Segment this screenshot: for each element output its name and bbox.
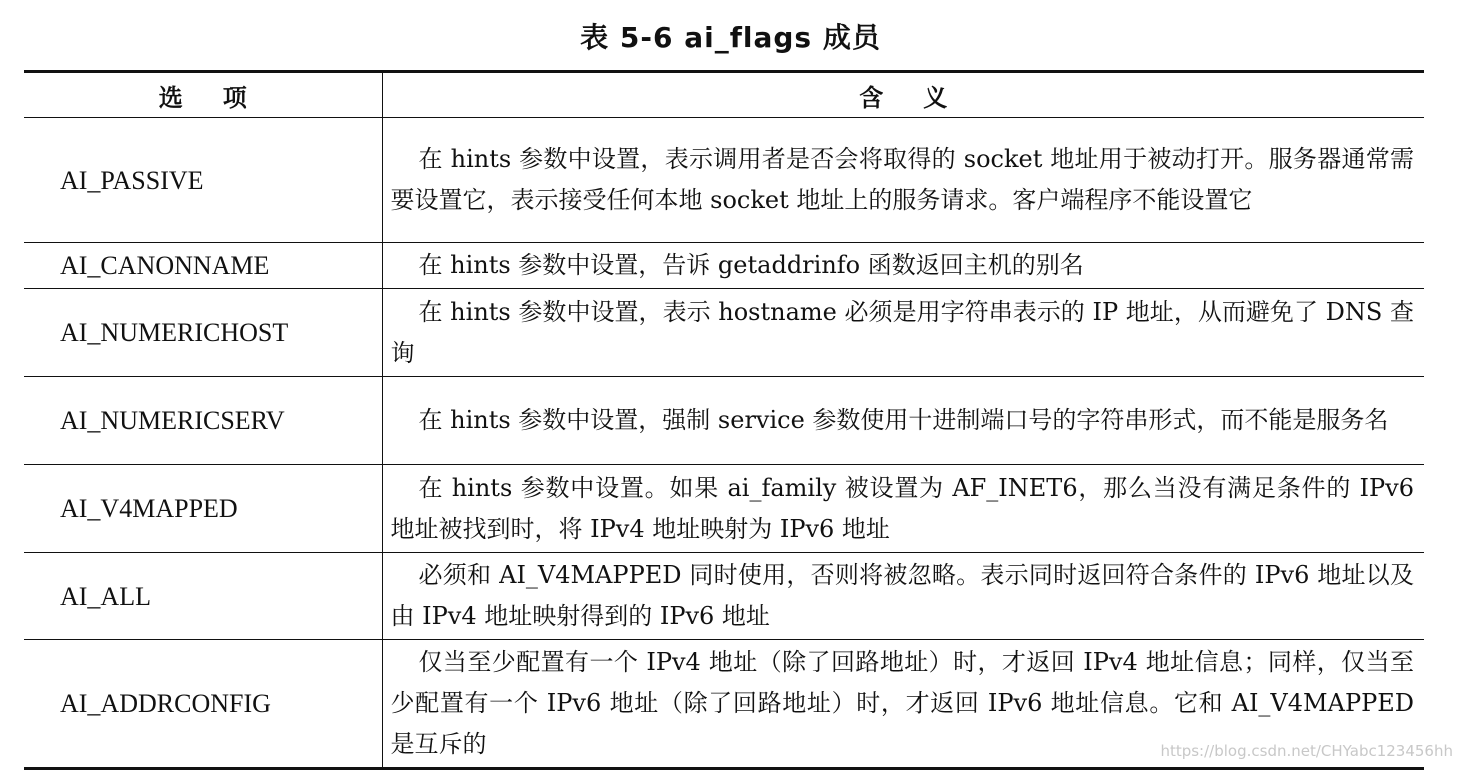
- option-cell: AI_ALL: [24, 553, 382, 640]
- option-cell: AI_NUMERICHOST: [24, 289, 382, 377]
- meaning-cell: 在 hints 参数中设置，表示调用者是否会将取得的 socket 地址用于被动打开。服务器通常需要设置它，表示接受任何本地 socket 地址上的服务请求。客户端程序不能设置它: [382, 118, 1424, 243]
- table-row: [24, 118, 1424, 243]
- meaning-cell: 仅当至少配置有一个 IPv4 地址（除了回路地址）时，才返回 IPv4 地址信息；同样，仅当至少配置有一个 IPv6 地址（除了回路地址）时，才返回 IPv6 地址信息。它和 AI_V4MAPPED 是互斥的: [382, 640, 1424, 769]
- meaning-cell: 在 hints 参数中设置，强制 service 参数使用十进制端口号的字符串形式，而不能是服务名: [382, 377, 1424, 465]
- option-cell: AI_NUMERICSERV: [24, 377, 382, 465]
- table-row: [24, 377, 1424, 465]
- option-cell: AI_V4MAPPED: [24, 465, 382, 553]
- ai-flags-table: [24, 70, 1424, 770]
- table-row: [24, 553, 1424, 640]
- meaning-cell: 必须和 AI_V4MAPPED 同时使用，否则将被忽略。表示同时返回符合条件的 IPv6 地址以及由 IPv4 地址映射得到的 IPv6 地址: [382, 553, 1424, 640]
- watermark-url: https://blog.csdn.net/CHYabc123456hh: [1160, 742, 1453, 760]
- option-cell: AI_CANONNAME: [24, 243, 382, 289]
- option-cell: AI_ADDRCONFIG: [24, 640, 382, 769]
- meaning-cell: 在 hints 参数中设置，告诉 getaddrinfo 函数返回主机的别名: [382, 243, 1424, 289]
- table-header-row: [24, 72, 1424, 118]
- table-row: [24, 243, 1424, 289]
- header-meaning: 含义: [382, 72, 1424, 118]
- header-option: 选项: [24, 72, 382, 118]
- table-row: [24, 465, 1424, 553]
- meaning-cell: 在 hints 参数中设置。如果 ai_family 被设置为 AF_INET6，那么当没有满足条件的 IPv6 地址被找到时，将 IPv4 地址映射为 IPv6 地址: [382, 465, 1424, 553]
- table-row: [24, 289, 1424, 377]
- table-caption: 表 5-6 ai_flags 成员: [580, 21, 881, 54]
- option-cell: AI_PASSIVE: [24, 118, 382, 243]
- meaning-cell: 在 hints 参数中设置，表示 hostname 必须是用字符串表示的 IP 地址，从而避免了 DNS 查询: [382, 289, 1424, 377]
